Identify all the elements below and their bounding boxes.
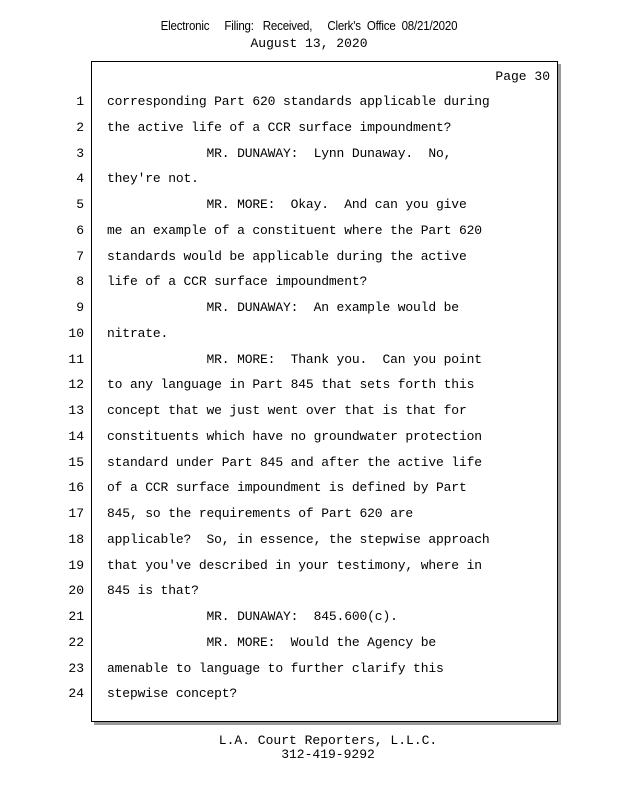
line-number: 12 [68, 377, 84, 393]
line-text: me an example of a constituent where the Part 620 [107, 222, 482, 238]
transcript-line [0, 656, 618, 682]
line-number: 8 [76, 274, 84, 290]
transcript-line [0, 269, 618, 295]
line-text: of a CCR surface impoundment is defined by Part [107, 480, 467, 496]
line-number: 20 [68, 583, 84, 599]
transcript-line [0, 295, 618, 321]
line-text: constituents which have no groundwater protection [107, 428, 482, 444]
transcript-line [0, 321, 618, 347]
line-text: life of a CCR surface impoundment? [107, 274, 368, 290]
court-reporter-phone: 312-419-9292 [281, 747, 375, 762]
transcript-line [0, 347, 618, 373]
line-text: MR. MORE: Thank you. Can you point [107, 351, 482, 367]
hearing-date: August 13, 2020 [250, 36, 368, 51]
transcript-line [0, 553, 618, 579]
transcript-line [0, 501, 618, 527]
line-text: standards would be applicable during the active [107, 248, 467, 264]
line-number: 13 [68, 403, 84, 418]
line-text: MR. DUNAWAY: Lynn Dunaway. No, [107, 145, 452, 161]
transcript-line [0, 166, 618, 192]
transcript-line [0, 372, 618, 398]
line-number: 16 [68, 480, 84, 496]
line-number: 15 [68, 454, 84, 470]
line-number: 23 [68, 660, 84, 676]
line-text: 845 is that? [107, 583, 199, 599]
line-text: 845, so the requirements of Part 620 are [107, 506, 414, 521]
line-text: MR. DUNAWAY: 845.600(c). [107, 609, 398, 624]
line-number: 14 [68, 428, 84, 444]
transcript-line [0, 192, 618, 218]
line-number: 10 [68, 325, 84, 341]
line-number: 4 [76, 171, 84, 187]
line-text: MR. MORE: Would the Agency be [107, 634, 437, 650]
transcript-line [0, 630, 618, 656]
court-reporter-name: L.A. Court Reporters, L.L.C. [218, 733, 438, 748]
line-number: 9 [76, 300, 84, 315]
transcript-line [0, 398, 618, 424]
line-number: 22 [68, 634, 84, 650]
line-text: standard under Part 845 and after the active life [107, 454, 482, 470]
line-text: the active life of a CCR surface impoundment? [107, 119, 452, 135]
line-number: 7 [76, 248, 84, 264]
line-text: they're not. [107, 171, 199, 187]
filing-stamp: Electronic Filing: Received, Clerk's Office 08/21/2020 [160, 19, 458, 33]
line-text: amenable to language to further clarify this [107, 660, 444, 676]
transcript-line [0, 578, 618, 604]
line-number: 6 [76, 222, 84, 238]
transcript-line [0, 681, 618, 707]
line-text: that you've described in your testimony, where in [107, 557, 482, 573]
line-text: MR. DUNAWAY: An example would be [107, 300, 459, 315]
transcript-line [0, 115, 618, 141]
line-text: applicable? So, in essence, the stepwise approach [107, 531, 490, 547]
line-text: corresponding Part 620 standards applicable during [107, 94, 490, 109]
line-text: stepwise concept? [107, 686, 238, 702]
line-number: 24 [68, 686, 84, 702]
transcript-line [0, 527, 618, 553]
line-number: 17 [68, 506, 84, 521]
line-number: 19 [68, 557, 84, 573]
line-text: nitrate. [107, 325, 169, 341]
transcript-line [0, 244, 618, 270]
line-text: concept that we just went over that is that for [107, 403, 467, 418]
transcript-line [0, 450, 618, 476]
line-number: 5 [76, 197, 84, 212]
line-number: 21 [68, 609, 84, 624]
transcript-line [0, 141, 618, 167]
transcript-lines [0, 89, 618, 707]
line-text: to any language in Part 845 that sets forth this [107, 377, 475, 393]
line-number: 1 [76, 94, 84, 109]
transcript-line [0, 89, 618, 115]
transcript-line [0, 424, 618, 450]
transcript-line [0, 475, 618, 501]
line-number: 11 [68, 351, 84, 367]
line-text: MR. MORE: Okay. And can you give [107, 197, 467, 212]
line-number: 2 [76, 119, 84, 135]
line-number: 18 [68, 531, 84, 547]
transcript-line [0, 604, 618, 630]
line-number: 3 [76, 145, 84, 161]
transcript-line [0, 218, 618, 244]
page-number: Page 30 [495, 69, 550, 84]
